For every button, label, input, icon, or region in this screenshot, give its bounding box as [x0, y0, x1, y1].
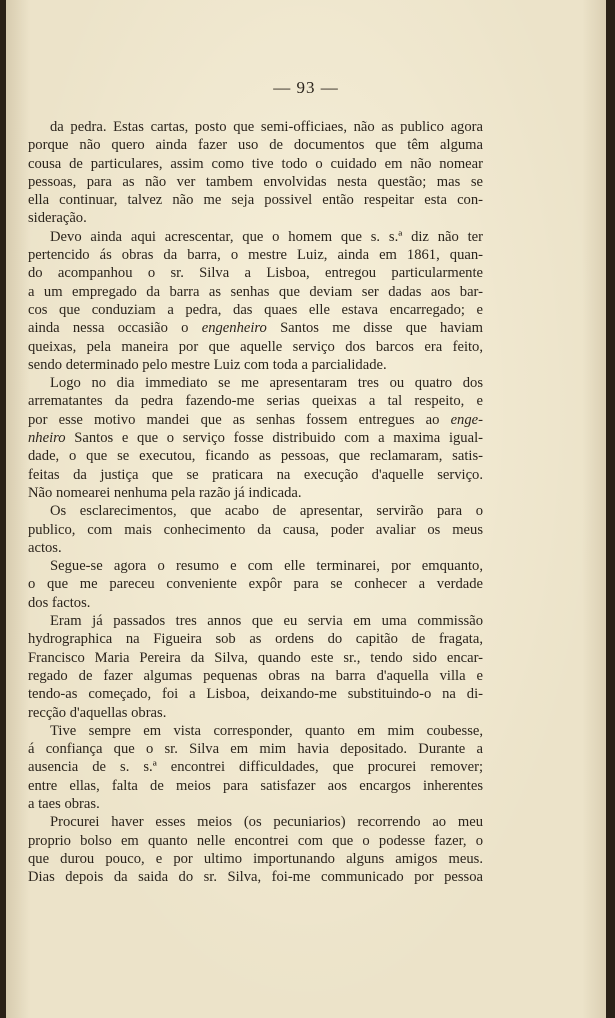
text-line: Os esclarecimentos, que acabo de apresentar, servirão para o: [50, 503, 483, 520]
text-line: Francisco Maria Pereira da Silva, quando este sr., tendo sido encar-: [28, 649, 483, 666]
text-line: o que me pareceu conveniente expôr para se conhecer a verdade: [28, 576, 483, 593]
text-line: nheiro Santos e que o serviço fosse distribuido com a maxima igual-: [28, 430, 483, 447]
text-line: por esse motivo mandei que as senhas fossem entregues ao enge-: [28, 411, 483, 428]
text-line: actos.: [28, 539, 62, 556]
book-page: [6, 0, 606, 1018]
text-line: a um empregado da barra as senhas que deviam ser dadas aos bar-: [28, 283, 483, 300]
text-line: regado de fazer algumas pequenas obras na barra d'aquella villa e: [28, 667, 483, 684]
text-line: do acompanhou o sr. Silva a Lisboa, entregou particularmente: [28, 265, 483, 282]
text-line: sendo determinado pelo mestre Luiz com toda a parcialidade.: [28, 356, 387, 373]
text-line: dade, o que se executou, ficando as pessoas, que reclamaram, satis-: [28, 448, 483, 465]
paragraph: [28, 374, 483, 502]
text-line: proprio bolso em quanto nelle encontrei com que o podesse fazer, o: [28, 832, 483, 849]
text-line: dos factos.: [28, 594, 91, 611]
text-line: ainda nessa occasião o engenheiro Santos me disse que haviam: [28, 320, 483, 337]
text-line: Procurei haver esses meios (os pecuniarios) recorrendo ao meu: [50, 814, 483, 831]
text-line: Eram já passados tres annos que eu servia em uma commissão: [50, 613, 483, 630]
text-line: Não nomearei nenhuma pela razão já indicada.: [28, 484, 302, 501]
text-line: da pedra. Estas cartas, posto que semi-officiaes, não as publico agora: [50, 119, 483, 135]
text-line: pessoas, para as não ver tambem envolvidas nesta questão; mas se: [28, 173, 483, 190]
paragraph: [28, 557, 483, 612]
text-line: que durou pouco, e por ultimo importunando alguns amigos meus.: [28, 850, 483, 867]
paragraph: [28, 502, 483, 557]
text-line: arrematantes da pedra fazendo-me serias queixas a tal respeito, e: [28, 393, 483, 410]
text-line: pertencido ás obras da barra, o mestre Luiz, ainda em 1861, quan-: [28, 247, 483, 264]
text-line: ella continuar, talvez não me seja possivel então respeitar esta con-: [28, 192, 483, 209]
text-line: á confiança que o sr. Silva em mim havia depositado. Durante a: [28, 741, 483, 758]
text-line: ausencia de s. s.ª encontrei difficuldades, que procurei remover;: [28, 759, 483, 776]
text-line: entre ellas, falta de meios para satisfazer aos encargos inherentes: [28, 777, 483, 794]
text-line: porque não quero ainda fazer uso de documentos que têm alguma: [28, 137, 483, 154]
paragraph: [28, 612, 483, 722]
text-line: publico, com mais conhecimento da causa, poder avaliar os meus: [28, 521, 483, 538]
text-line: Segue-se agora o resumo e com elle terminarei, por emquanto,: [50, 558, 483, 575]
paragraph: [28, 228, 483, 374]
body-text: [28, 118, 483, 886]
text-line: cos que conduziam a pedra, das quaes elle estava encarregado; e: [28, 301, 483, 318]
text-line: Devo ainda aqui acrescentar, que o homem que s. s.ª diz não ter: [50, 228, 483, 245]
text-line: hydrographica na Figueira sob as ordens do capitão de fragata,: [28, 631, 483, 648]
page-number: — 93 —: [273, 78, 339, 97]
paragraph: [28, 118, 483, 228]
text-line: Logo no dia immediato se me apresentaram tres ou quatro dos: [50, 375, 483, 392]
text-line: feitas da justiça que se praticara na execução d'aquelle serviço.: [28, 466, 483, 483]
text-line: queixas, pela maneira por que aquelle serviço dos barcos era feito,: [28, 338, 483, 355]
text-line: Dias depois da saida do sr. Silva, foi-me communicado por pessoa: [28, 869, 483, 886]
text-line: Tive sempre em vista corresponder, quanto em mim coubesse,: [50, 722, 483, 739]
text-line: cousa de particulares, assim como tive todo o cuidado em não nomear: [28, 155, 483, 172]
text-line: a taes obras.: [28, 795, 100, 812]
paragraph: [28, 722, 483, 813]
paragraph: [28, 813, 483, 886]
text-line: tendo-as começado, foi a Lisboa, deixando-me substituindo-o na di-: [28, 686, 483, 703]
text-line: recção d'aquellas obras.: [28, 704, 167, 721]
text-line: sideração.: [28, 210, 87, 227]
